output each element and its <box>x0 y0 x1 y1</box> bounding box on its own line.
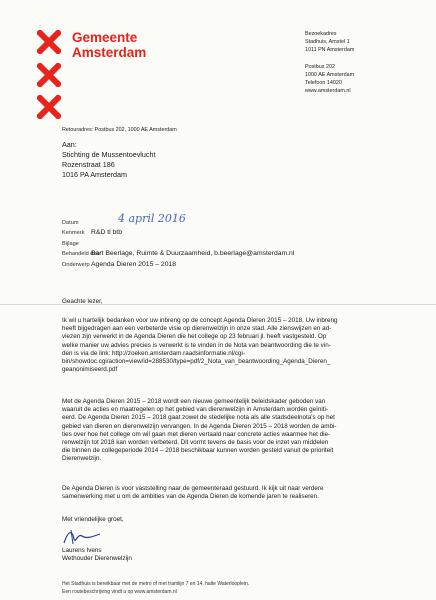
behandeld-value: Bart Beerlage, Ruimte & Duurzaamheid, b.beerlage@amsterdam.nl <box>91 250 295 258</box>
andreaskruis-icon <box>37 30 61 54</box>
behandeld-label: Behandeld door <box>62 251 102 258</box>
handwritten-date: 4 april 2016 <box>118 212 186 225</box>
recipient-address <box>62 140 156 180</box>
onderwerp-label: Onderwerp <box>62 261 90 268</box>
bijlage-label: Bijlage <box>62 240 79 247</box>
recipient-prefix: Aan: <box>62 140 77 149</box>
recipient-street: Rozenstraat 186 <box>62 160 115 169</box>
kenmerk-label: Kenmerk <box>62 230 85 237</box>
municipality-logo-text <box>72 30 146 60</box>
signer-title: Wethouder Dierenwelzijn <box>62 555 132 563</box>
paragraph-2-line: ties over hoe het college om wil gaan met dieren vertaald naar concrete acties waarmee het die- <box>62 430 331 438</box>
paragraph-3 <box>62 485 323 501</box>
postbus-postcode: 1000 AE Amsterdam <box>305 71 355 78</box>
andreaskruis-icon <box>37 95 61 119</box>
paragraph-1-line: Ik wil u hartelijk bedanken voor uw inbreng op de concept Agenda Dieren 2015 – 2018. Uw inbreng <box>62 317 338 324</box>
logo-line-2: Amsterdam <box>72 45 147 60</box>
paragraph-3-line: De Agenda Dieren is voor vaststelling naar de gemeenteraad gestuurd. Ik kijk uit naar verdere <box>62 485 324 492</box>
paragraph-2-line: Dierenwelzijn. <box>62 455 102 463</box>
recipient-city: 1016 PA Amsterdam <box>62 170 127 179</box>
footer-line-1: Het Stadhuis is bereikbaar met de metro of met tramlijn 7 en 14, halte Waterlooplein. <box>62 581 250 587</box>
paragraph-1 <box>62 317 338 374</box>
footer-line-2: Een routebeschrijving vindt u op www.amsterdam.nl <box>62 589 177 595</box>
paragraph-1-line: welke manier uw advies precies is verwerkt is te vinden in de Nota van beantwoording die te vin- <box>62 341 331 349</box>
footer <box>62 580 249 596</box>
paragraph-2-line: die binnen de collegeperiode 2014 – 2018 beschikbaar kunnen worden gesteld vanuit de prioriteit <box>62 447 334 455</box>
logo-line-1: Gemeente <box>72 30 138 45</box>
closing: Met vriendelijke groet, <box>62 516 124 523</box>
return-address: Retouradres: Postbus 202, 1000 AE Amsterdam <box>62 127 177 133</box>
signer-block <box>62 547 132 563</box>
visit-heading: Bezoekadres <box>305 31 337 37</box>
paragraph-2-line: renwelzijn tot 2018 kan worden verbeterd. Dit vormt tevens de basis voor de inzet van middelen <box>62 439 329 447</box>
visit-postcode: 1011 PN Amsterdam <box>305 47 355 54</box>
paragraph-2-line: eerd. De Agenda Dieren 2015 – 2018 gaat zowel de stedelijke nota als alle stadsdeelnota's op het <box>62 414 335 422</box>
onderwerp-value: Agenda Dieren 2015 – 2018 <box>91 260 177 268</box>
postbus: Postbus 202 <box>305 63 335 70</box>
datum-label: Datum <box>62 220 79 226</box>
signer-name: Laurens Ivens <box>62 547 102 554</box>
website: www.amsterdam.nl <box>305 88 351 95</box>
signature-scribble <box>62 527 102 547</box>
visit-address-block <box>305 30 354 95</box>
andreaskruis-icon <box>37 63 61 87</box>
visit-street: Stadhuis, Amstel 1 <box>305 39 350 46</box>
recipient-name: Stichting de Mussentoevlucht <box>62 150 156 159</box>
paragraph-2-line: gebied van dieren en dierenwelzijn vervangen. In de Agenda Dieren 2015 – 2018 worden de ambi- <box>62 422 337 430</box>
paragraph-3-line: samenwerking met u om de ambities van de Agenda Dieren de komende jaren te realiseren. <box>62 493 319 501</box>
paragraph-1-line: bin/showdoc.cgi/action=view/id=288530/type=pdf/2_Nota_van_beantwoording_Agenda_Dieren_ <box>62 358 331 366</box>
paragraph-1-line: geanonimiseerd.pdf <box>62 366 118 374</box>
telephone: Telefoon 14020 <box>305 80 342 87</box>
kenmerk-value: R&D tl btb <box>91 229 122 237</box>
paragraph-2-line: Met de Agenda Dieren 2015 – 2018 wordt een nieuwe gemeentelijk beleidskader geboden van <box>62 398 326 405</box>
paragraph-1-line: den is via de link: http://zoeken.amsterdam.raadsinformatie.nl/cgi- <box>62 349 246 357</box>
salutation: Geachte lezer, <box>62 298 103 305</box>
paragraph-1-line: heeft bijgedragen aan een verbeterde visie op dierenwelzijn in onze stad. Alle zienswijzen en ad- <box>62 325 332 333</box>
paragraph-2-line: waaruit de acties en maatregelen op het gebied van dierenwelzijn in Amsterdam worden geïniti- <box>62 406 329 414</box>
paragraph-1-line: viezen zijn verwerkt in de Agenda Dieren die het college op 23 februari jl. heeft vastgesteld. Op <box>62 333 327 341</box>
paragraph-2 <box>62 398 336 464</box>
